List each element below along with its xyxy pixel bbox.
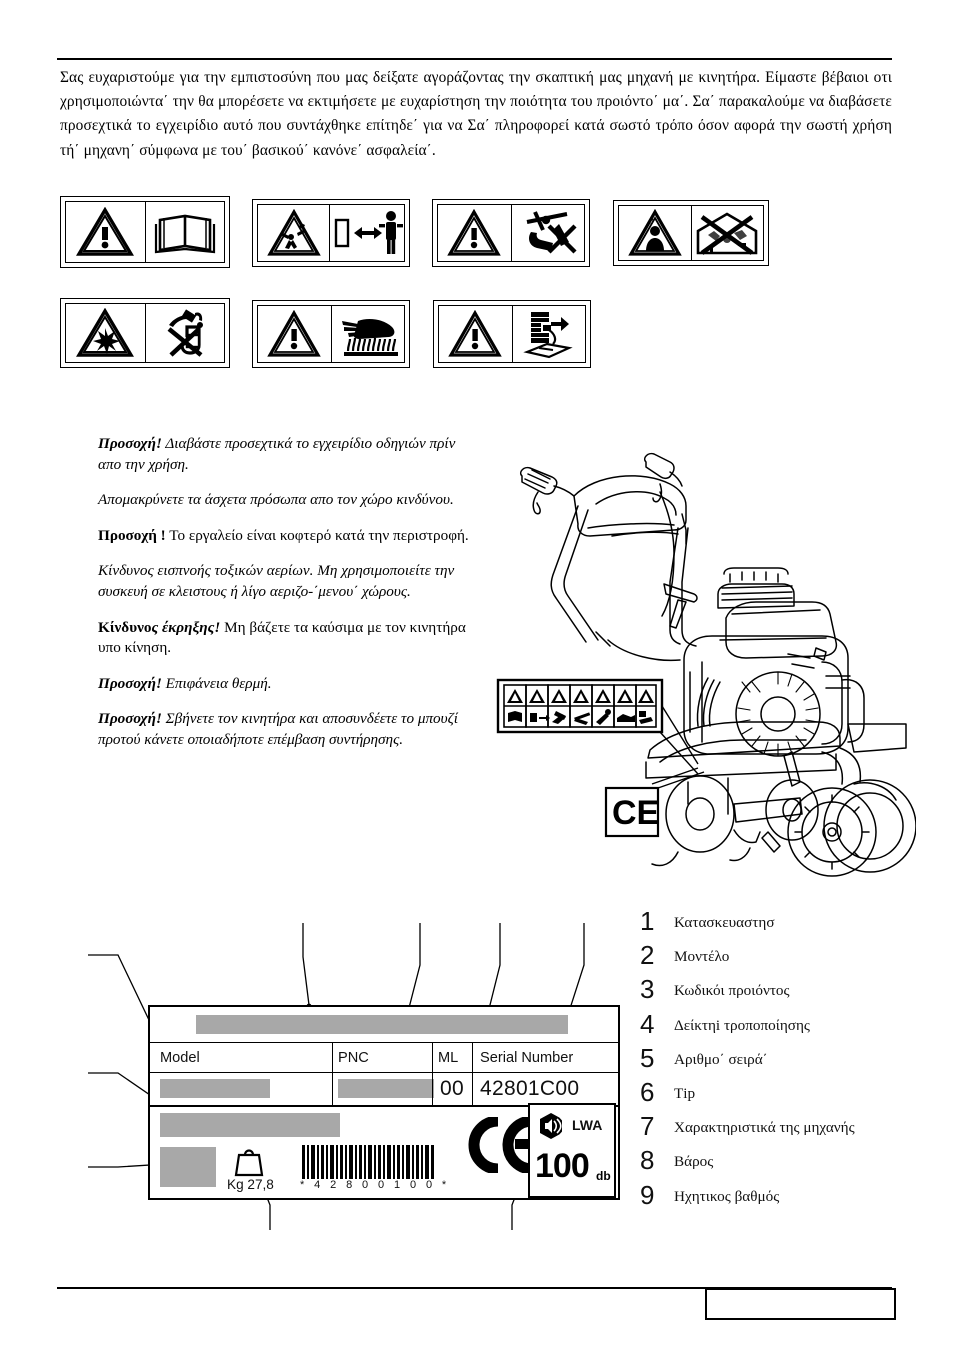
instruction-7-text: Σβήνετε τον κινητήρα και αποσυνδέετε το μπουζί προτού κάνετε οποιαδήποτε επέμβαση συντήρησης.: [98, 710, 458, 748]
legend-label: Κωδικόι προιόντος: [674, 982, 790, 1000]
instruction-5-bold2: ς έκρηξης!: [151, 618, 221, 636]
warning-pictogram-decal-strip: [498, 680, 698, 774]
pictogram-keep-bystanders-away: [252, 199, 410, 267]
warning-triangle-explosion-icon: [66, 304, 145, 362]
no-refuelling-running-icon: [145, 304, 225, 362]
nameplate-manufacturer-row: [150, 1007, 618, 1043]
instruction-item-7: [98, 709, 470, 750]
serial-value: 42801C00: [480, 1077, 580, 1100]
lwa-value: 100: [535, 1147, 589, 1185]
safety-instructions-list: [98, 434, 470, 766]
manufacturer-redaction-bar: [196, 1015, 568, 1034]
noise-level-badge: [528, 1103, 616, 1198]
hot-surface-hand-icon: [331, 306, 405, 362]
legend-item: [640, 1043, 940, 1077]
intro-paragraph: Σας ευχαριστούμε για την εμπιστοσύνη που μας δείξατε αγοράζοντας την σκαπτική μας μηχανή με κινητήρα. Είμαστε βέβαιοι οτι χρησιμοποιώντα΄ την θα μπορέσετε να εκτιμήσετε με ευχαρίστηση την ποιότητα του προιόντο΄ μα΄. Σα΄ παρακαλούμε να διαβάσετε προσεχτικά το εγχειρίδιο αυτό που συντάχθηκε επίτηδε΄ για να Σα΄ πληροφορεί κατά σωστό τρόπο όσον αφορά την σωστή χρήση τή΄ μηχανη΄ σύμφωνα με του΄ βασικού΄ κανόνε΄ ασφαλεία΄.: [60, 69, 892, 159]
legend-label: Αριθμο΄ σειρά΄: [674, 1050, 768, 1068]
machine-nameplate: [148, 1005, 620, 1200]
pictogram-toxic-fumes: [613, 200, 769, 266]
instruction-item-3: [98, 526, 470, 547]
header-rule: [57, 58, 892, 60]
model-header: Model: [160, 1050, 200, 1066]
legend-number: 2: [640, 940, 655, 971]
instruction-item-6: [98, 674, 470, 695]
svg-text:CE: CE: [612, 794, 660, 832]
serial-header: Serial Number: [480, 1050, 574, 1066]
page-number-box: [705, 1288, 896, 1320]
legend-item: [640, 974, 940, 1008]
speaker-noise-icon: [537, 1112, 565, 1140]
nameplate-header-row: [150, 1043, 618, 1073]
warning-triangle-person-fumes-icon: [619, 206, 691, 260]
characteristics-redaction-bar: [160, 1113, 340, 1137]
warning-triangle-thrown-object-icon: [258, 205, 329, 261]
instruction-item-4: [98, 561, 470, 602]
no-enclosed-space-icon: [691, 206, 764, 260]
barcode-number: * 4 2 8 0 0 1 0 0 *: [300, 1179, 450, 1191]
instruction-item-5: [98, 618, 470, 659]
hand-cut-by-tines-icon: [511, 205, 585, 261]
legend-item: [640, 1145, 940, 1179]
instruction-3-bold: Προσοχή !: [98, 526, 166, 544]
warning-triangle-exclamation-icon: [66, 202, 145, 262]
instruction-item-2: [98, 490, 470, 511]
ml-header: ML: [438, 1050, 459, 1066]
pictogram-disconnect-spark-plug: [433, 300, 591, 368]
weight-icon: [234, 1145, 264, 1177]
pnc-header: PNC: [338, 1050, 369, 1066]
pnc-redaction-bar: [338, 1079, 434, 1098]
legend-item: [640, 1180, 940, 1214]
legend-number: 4: [640, 1008, 655, 1039]
warning-triangle-exclamation-icon: [439, 306, 512, 362]
pictogram-explosion-fuel: [60, 298, 230, 368]
model-redaction-bar: [160, 1079, 270, 1098]
legend-label: Χαρακτηριστικά της μηχανής: [674, 1119, 855, 1137]
nameplate-legend: [640, 906, 940, 1214]
legend-item: [640, 1111, 940, 1145]
pictogram-hot-surface: [252, 300, 410, 368]
legend-number: 7: [640, 1111, 655, 1142]
legend-number: 3: [640, 974, 655, 1005]
legend-label: Κατασκευαστησ: [674, 914, 775, 931]
legend-label: Τip: [674, 1084, 696, 1102]
open-book-icon: [145, 202, 225, 262]
nameplate-value-row: [150, 1073, 618, 1107]
instruction-2-text: Απομακρύνετε τα άσχετα πρόσωπα απο τον χώρο κινδύνου.: [98, 491, 454, 509]
warning-triangle-exclamation-icon: [258, 306, 331, 362]
pictogram-read-manual: [60, 196, 230, 268]
pictogram-rotating-blades: [432, 199, 590, 267]
instruction-6-bold: Προσοχή!: [98, 674, 162, 692]
legend-item: [640, 1009, 940, 1043]
legend-number: 9: [640, 1179, 655, 1210]
ml-value: 00: [440, 1077, 464, 1100]
weight-value: Kg 27,8: [227, 1177, 274, 1192]
motor-hoe-tiller-illustration: [492, 432, 916, 882]
bystander-distance-icon: [329, 205, 404, 261]
nameplate-bottom-section: [150, 1107, 618, 1198]
lwa-unit: db: [596, 1169, 611, 1183]
barcode-icon: [302, 1145, 436, 1179]
instruction-3-text: Το εργαλείο είναι κοφτερό κατά την περιστροφή.: [165, 526, 469, 544]
instruction-6-text: Επιφάνεια θερμή.: [161, 674, 272, 692]
legend-number: 1: [640, 906, 655, 936]
instruction-1-text: Διαβάστε προσεχτικά το εγχειρίδιο οδηγιών πρίν απο την χρήση.: [98, 435, 456, 473]
legend-number: 5: [640, 1042, 655, 1073]
legend-label: Βάρος: [674, 1153, 714, 1171]
spark-plug-disconnect-icon: [512, 306, 586, 362]
instruction-5-text: Μη βάζετε τα καύσιμα με τον κινητήρα υπο κίνηση.: [98, 618, 466, 657]
instruction-item-1: [98, 434, 470, 475]
legend-label: Μοντέλο: [674, 948, 730, 966]
legend-item: [640, 1077, 940, 1111]
instruction-5-bold: Κίνδυνο: [98, 618, 152, 636]
legend-item: [640, 906, 940, 940]
legend-label: Ηχητικος βαθμός: [674, 1187, 780, 1205]
weight-redaction-bar: [160, 1147, 216, 1187]
warning-triangle-exclamation-icon: [438, 205, 511, 261]
legend-label: Δείκτηi τροποποίησης: [674, 1016, 810, 1034]
legend-item: [640, 940, 940, 974]
lwa-label: LWA: [572, 1117, 603, 1133]
instruction-1-bold: Προσοχή!: [98, 435, 162, 452]
instruction-7-bold: Προσοχή!: [98, 710, 162, 728]
legend-number: 8: [640, 1145, 655, 1176]
instruction-4-text: Κίνδυνος εισπνοής τοξικών αερίων. Μη χρησιμοποιείτε την συσκευή σε κλειστους ή λίγο αεριζο-΄μενου΄ χώρους.: [98, 562, 455, 600]
legend-number: 6: [640, 1076, 655, 1107]
